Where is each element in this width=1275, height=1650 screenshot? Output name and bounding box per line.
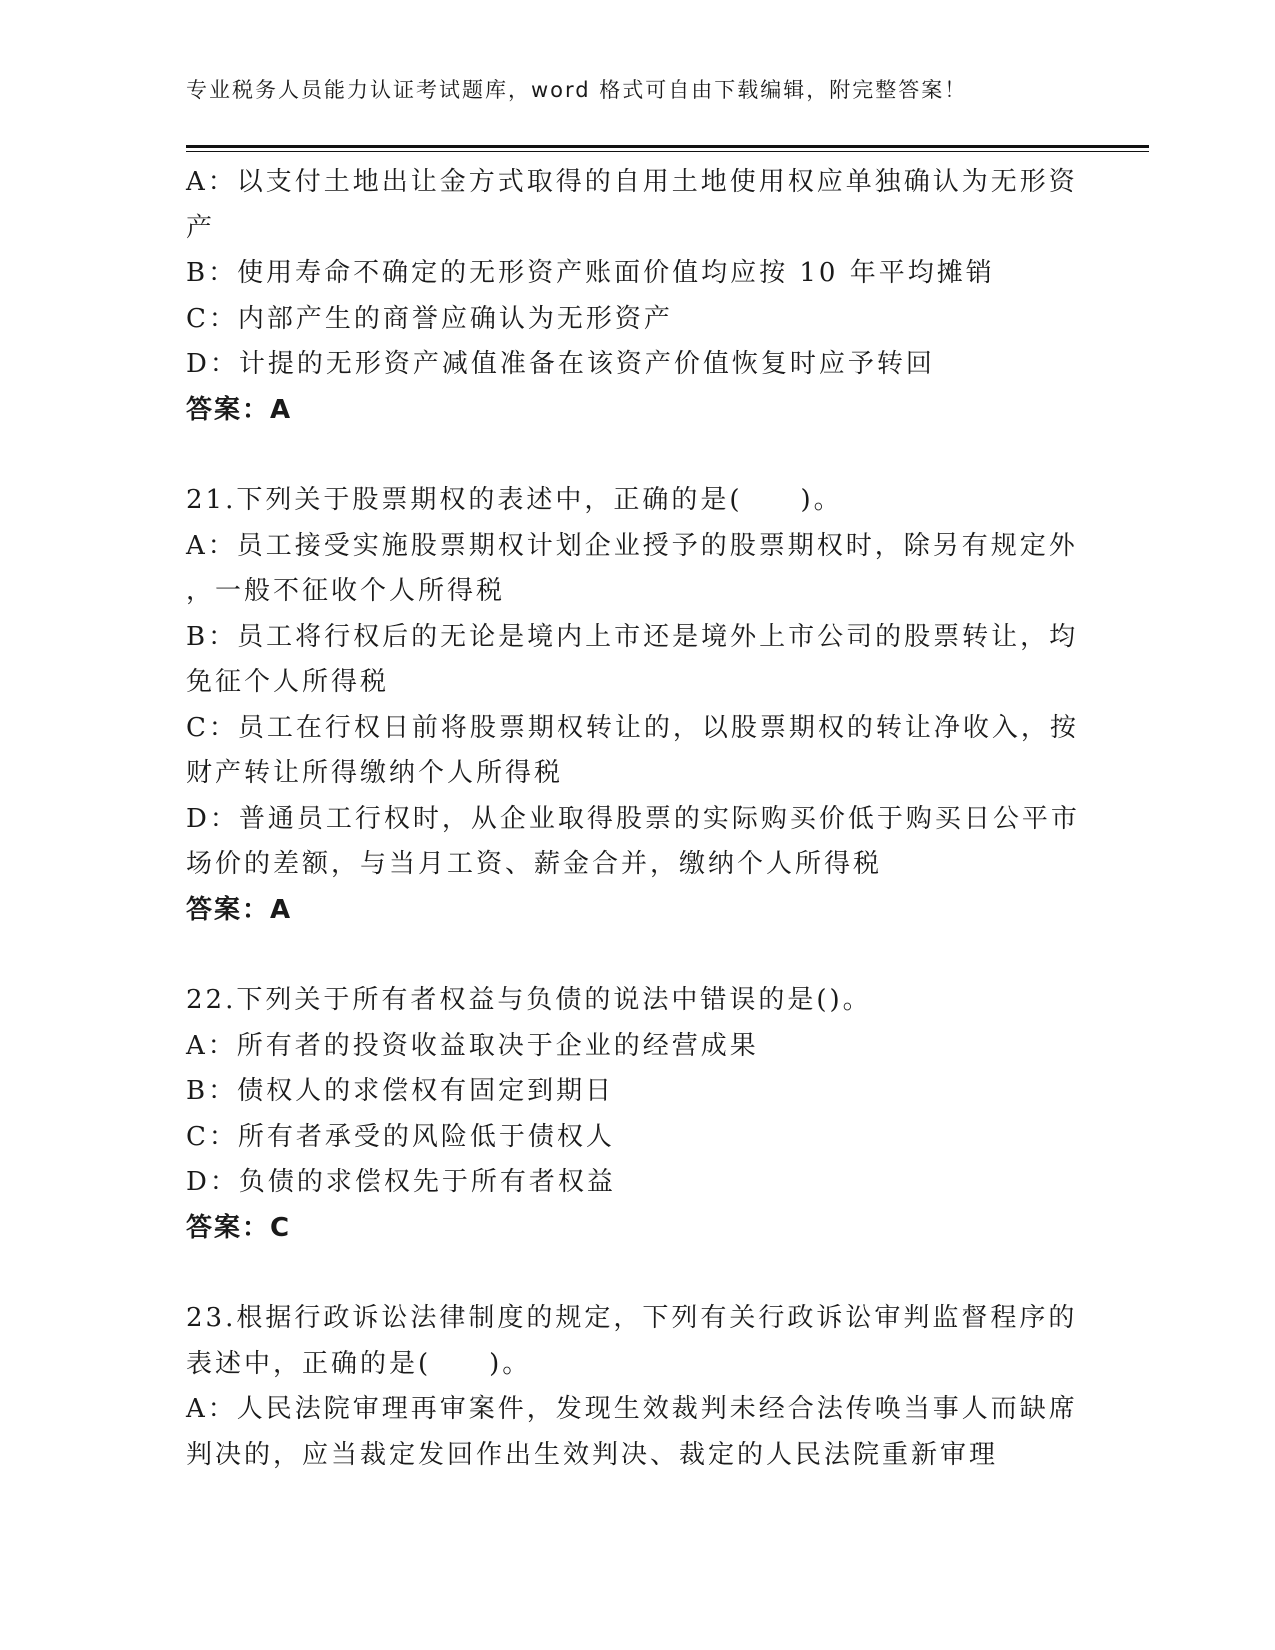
answer-line: 答案：A	[186, 894, 293, 925]
question-stem: 23.根据行政诉讼法律制度的规定，下列有关行政诉讼审判监督程序的	[186, 1303, 1078, 1333]
answer-line: 答案：C	[186, 1212, 292, 1243]
option-line: B：员工将行权后的无论是境内上市还是境外上市公司的股票转让，均	[186, 621, 1079, 652]
option-line: B：使用寿命不确定的无形资产账面价值均应按 10 年平均摊销	[186, 258, 995, 288]
option-line: D：负债的求偿权先于所有者权益	[186, 1167, 616, 1197]
option-line: A：所有者的投资收益取决于企业的经营成果	[186, 1030, 759, 1061]
option-line: C：所有者承受的风险低于债权人	[186, 1121, 615, 1152]
option-line: C：员工在行权日前将股票期权转让的，以股票期权的转让净收入，按	[186, 712, 1079, 743]
option-line: A：人民法院审理再审案件，发现生效裁判未经合法传唤当事人而缺席	[186, 1394, 1078, 1424]
option-line: 免征个人所得税	[186, 667, 390, 697]
question-block	[186, 160, 1086, 433]
question-block	[186, 478, 1086, 933]
question-stem: 21.下列关于股票期权的表述中，正确的是( )。	[186, 485, 843, 515]
header-rule-thin	[186, 151, 1149, 152]
option-line: 场价的差额，与当月工资、薪金合并，缴纳个人所得税	[186, 849, 883, 879]
option-line: ，一般不征收个人所得税	[186, 576, 506, 606]
option-line: D：计提的无形资产减值准备在该资产价值恢复时应予转回	[186, 349, 935, 379]
option-line: 判决的，应当裁定发回作出生效判决、裁定的人民法院重新审理	[186, 1439, 999, 1470]
question-block	[186, 978, 1086, 1251]
option-line: D：普通员工行权时，从企业取得股票的实际购买价低于购买日公平市	[186, 803, 1080, 834]
option-line: C：内部产生的商誉应确认为无形资产	[186, 303, 673, 334]
question-stem: 22.下列关于所有者权益与负债的说法中错误的是()。	[186, 985, 872, 1015]
option-line: A：员工接受实施股票期权计划企业授予的股票期权时，除另有规定外	[186, 530, 1078, 561]
option-line: 产	[186, 212, 216, 243]
answer-line: 答案：A	[186, 394, 293, 425]
question-block	[186, 1296, 1086, 1478]
option-line: 财产转让所得缴纳个人所得税	[186, 758, 564, 788]
option-line: B：债权人的求偿权有固定到期日	[186, 1076, 615, 1106]
question-stem: 表述中，正确的是( )。	[186, 1348, 532, 1379]
header-rule-thick	[186, 145, 1149, 148]
option-line: A：以支付土地出让金方式取得的自用土地使用权应单独确认为无形资	[186, 167, 1078, 197]
page-header: 专业税务人员能力认证考试题库，word 格式可自由下载编辑，附完整答案！	[186, 78, 968, 102]
question-content	[186, 160, 1086, 1478]
